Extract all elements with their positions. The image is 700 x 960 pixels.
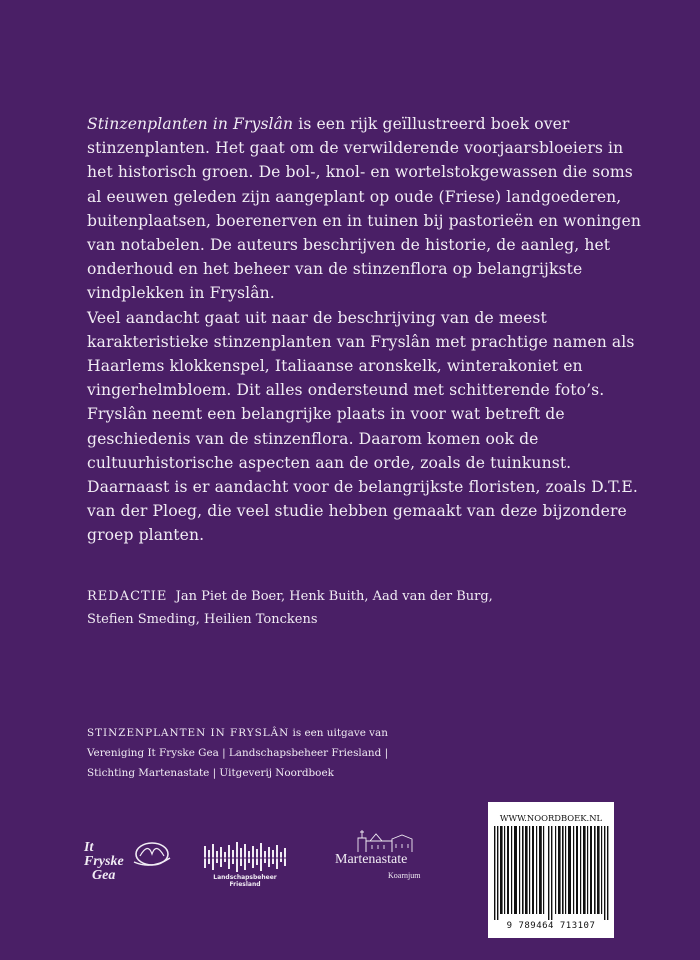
martenastate-label: Martenastate bbox=[335, 852, 408, 867]
publisher-suffix: is een uitgave van bbox=[292, 727, 388, 739]
editors-label: REDACTIE bbox=[87, 589, 168, 604]
fryske-gea-line-3: Gea bbox=[92, 868, 116, 883]
martenastate-sublabel: Koarnjum bbox=[388, 871, 421, 880]
blurb-p1-text: is een rijk geïllustreerd boek over stinzenplanten. Het gaat om de verwilderende voorjaarsbloeiers in het historisch groen. De bol-, knol- en wortelstokgewassen die soms al eeuwen geleden zijn aangeplant op oude (Friese) landgoederen, buitenplaatsen, boerenerven en in tuinen bij pastorieën en woningen van notabelen. De auteurs beschrijven de historie, de aanleg, het onderhoud en het beheer van de stinzenflora op belangrijkste vindplekken in Fryslân. bbox=[87, 115, 641, 303]
publisher-statement bbox=[87, 723, 507, 783]
publisher-line-2: Vereniging It Fryske Gea | Landschapsbeheer Friesland | bbox=[87, 747, 389, 759]
back-cover-blurb bbox=[87, 112, 647, 548]
isbn-barcode bbox=[488, 802, 614, 938]
publisher-line-3: Stichting Martenastate | Uitgeverij Noordboek bbox=[87, 767, 334, 779]
isbn-number: 9 789464 713107 bbox=[506, 921, 596, 931]
landschapsbeheer-label: Landschapsbeheer Friesland bbox=[213, 874, 277, 888]
editors-line-1 bbox=[87, 585, 647, 608]
book-title-italic: Stinzenplanten in Fryslân bbox=[87, 115, 294, 133]
landschapsbeheer-friesland-logo bbox=[202, 842, 288, 872]
it-fryske-gea-logo bbox=[82, 836, 172, 886]
fryske-gea-line-2: Fryske bbox=[84, 854, 124, 869]
editors-names-1: Jan Piet de Boer, Henk Buith, Aad van der Burg, bbox=[175, 589, 493, 604]
blurb-paragraph-3: Fryslân neemt een belangrijke plaats in voor wat betreft de geschiedenis van de stinzenflora. Daarom komen ook de cultuurhistorische aspecten aan de orde, zoals de tuinkunst. Daarnaast is er aandacht voor de belangrijkste floristen, zoals D.T.E. van der Ploeg, die veel studie hebben gemaakt van deze bijzondere groep planten. bbox=[87, 405, 638, 545]
martenastate-logo bbox=[352, 826, 422, 852]
martenastate-building-icon bbox=[352, 826, 422, 852]
publisher-url: WWW.NOORDBOEK.NL bbox=[499, 813, 603, 823]
blurb-paragraph-2: Veel aandacht gaat uit naar de beschrijving van de meest karakteristieke stinzenplanten van Fryslân met prachtige namen als Haarlems klokkenspel, Italiaanse aronskelk, winterakoniet en vingerhelmbloem. Dit alles ondersteund met schitterende foto’s. bbox=[87, 308, 635, 400]
publisher-line-1 bbox=[87, 723, 507, 743]
editors-credit bbox=[87, 585, 647, 631]
landschapsbeheer-waveform-icon bbox=[202, 842, 288, 872]
fryske-gea-line-1: It bbox=[84, 840, 94, 855]
editors-names-2: Stefien Smeding, Heilien Tonckens bbox=[87, 612, 318, 627]
publisher-book-title: STINZENPLANTEN IN FRYSLÂN bbox=[87, 727, 290, 739]
barcode-bars-icon bbox=[490, 826, 612, 920]
blurb-paragraph-1 bbox=[87, 112, 647, 306]
